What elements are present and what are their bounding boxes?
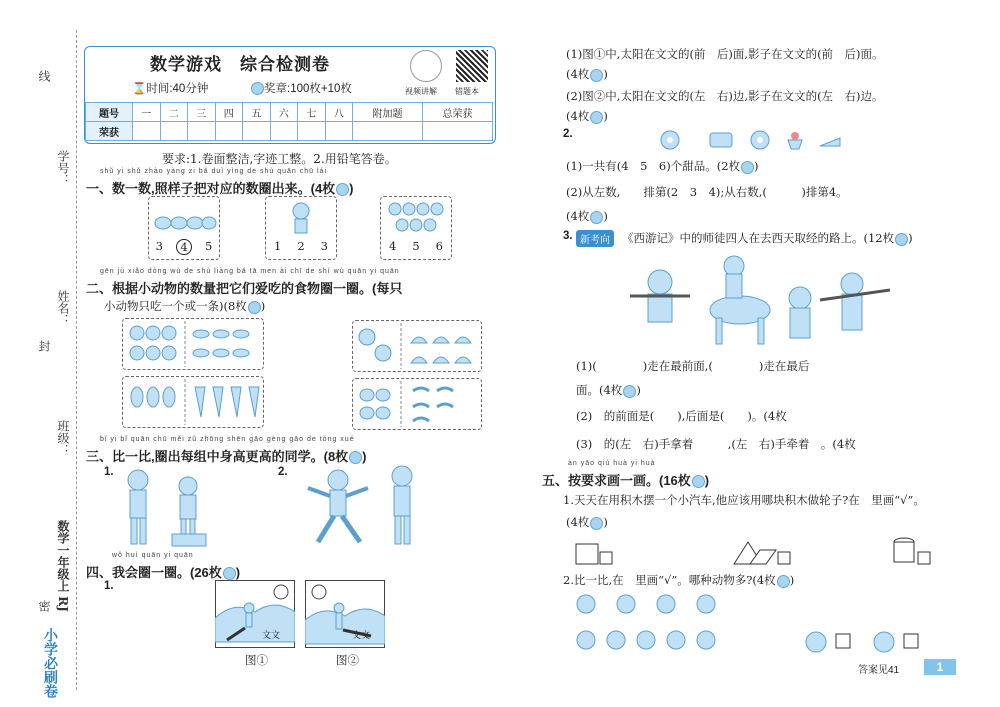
q2-label: 2. — [563, 128, 573, 140]
q1-part1-points: (4枚 ) — [566, 67, 608, 81]
monkeys-bananas-picture — [353, 321, 481, 371]
video-label: 视频讲解 — [405, 87, 437, 96]
s3-pinyin: bǐ yi bǐ quān chū měi zǔ zhōng shēn gāo gèng gāo de tóng xué — [100, 436, 355, 443]
s5-pinyin: àn yāo qiú huà yi huà — [568, 460, 656, 467]
score-cell[interactable] — [325, 122, 353, 141]
figure-1-picture — [215, 580, 295, 648]
score-cell[interactable] — [133, 122, 161, 141]
answer-reference: 答案见41 — [858, 665, 900, 676]
score-cell[interactable] — [243, 122, 271, 141]
col-head: 一 — [133, 103, 161, 122]
col-head: 五 — [243, 103, 271, 122]
geese-picture — [149, 197, 219, 235]
col-head: 六 — [270, 103, 298, 122]
field-class: 班级： — [56, 420, 70, 456]
score-cell[interactable] — [188, 122, 216, 141]
children-group-2 — [298, 462, 438, 552]
q3-text: 《西游记》中的师徒四人在去西天取经的路上。(12枚 ) — [622, 231, 913, 245]
new-tag-badge: 新考向 — [576, 230, 614, 247]
choice[interactable]: 1 — [274, 239, 282, 253]
medal-icon — [590, 111, 603, 124]
medal-icon — [223, 567, 236, 580]
rabbits-carrots-card — [122, 376, 264, 428]
q1-part2-points: (4枚 ) — [566, 109, 608, 123]
choice-circled[interactable]: 4 — [176, 239, 191, 255]
s3-label-1: 1. — [104, 466, 114, 478]
video-qr-icon[interactable] — [410, 50, 442, 82]
journey-west-picture — [630, 252, 890, 352]
page-title: 数学游戏 综合检测卷 — [150, 55, 330, 75]
s2-heading-cont: 小动物只吃一个或一条)(8枚 ) — [104, 299, 266, 313]
q2-part1: (1)一共有(4 5 6)个甜品。(2枚 ) — [566, 159, 759, 173]
choice[interactable]: 3 — [155, 239, 163, 253]
rabbits-carrots-picture — [123, 377, 263, 427]
s3-heading: 三、比一比,圈出每组中身高更高的同学。(8枚 ) — [86, 449, 367, 464]
brand-logo: 小学必刷卷 — [42, 628, 58, 698]
animals-compare-picture — [574, 592, 734, 654]
medal-icon — [741, 161, 754, 174]
figure-1-caption: 图① — [245, 653, 268, 667]
choice[interactable]: 3 — [320, 239, 328, 253]
medal-icon — [590, 69, 603, 82]
reward-info: 奖章:100枚+10枚 — [250, 80, 352, 96]
score-cell[interactable] — [298, 122, 326, 141]
requirements: 要求:1.卷面整洁,字迹工整。2.用铅笔答卷。 — [162, 152, 397, 166]
s5-q1: 1.天天在用积木摆一个小汽车,他应该用哪块积木做轮子?在 里画“√”。 — [563, 493, 925, 507]
q3-part1-cont: 面。(4枚 ) — [576, 383, 641, 397]
s4-heading: 四、我会圈一圈。(26枚 ) — [86, 565, 241, 580]
cats-fish-picture — [123, 319, 263, 369]
choice[interactable]: 5 — [204, 239, 213, 253]
row-label-earned: 荣获 — [86, 122, 133, 141]
q2-part2: (2)从左数, 排第(2 3 4);从右数,( )排第4。 — [566, 185, 848, 199]
binding-margin — [0, 0, 78, 707]
seal-char-3: 密 — [37, 600, 51, 612]
score-cell[interactable] — [270, 122, 298, 141]
col-head: 总荣获 — [423, 103, 493, 122]
score-cell[interactable] — [353, 122, 423, 141]
q1-part2: (2)图②中,太阳在文文的(左 右)边,影子在文文的(左 右)边。 — [566, 89, 884, 103]
s1-card-1 — [148, 196, 220, 260]
cut-line — [76, 30, 77, 690]
medal-icon — [590, 211, 603, 224]
score-cell[interactable] — [160, 122, 188, 141]
medal-icon — [895, 233, 908, 246]
s1-card-2 — [265, 196, 337, 260]
choice[interactable]: 5 — [412, 239, 420, 253]
score-cell[interactable] — [215, 122, 243, 141]
choice[interactable]: 2 — [297, 239, 305, 253]
girl-picture — [266, 197, 336, 235]
field-name: 姓名： — [56, 290, 70, 326]
medal-icon — [777, 575, 790, 588]
s3-label-2: 2. — [278, 466, 288, 478]
col-head: 二 — [160, 103, 188, 122]
row-label-questions: 题号 — [86, 103, 133, 122]
seal-char-1: 线 — [37, 70, 51, 82]
s4-pinyin: wǒ huì quān yi quān — [112, 552, 194, 559]
medal-icon — [692, 475, 705, 488]
children-group-1 — [110, 462, 220, 552]
monkeys-picture — [381, 197, 451, 235]
time-limit: ⌛时间:40分钟 — [132, 83, 209, 95]
grade-label: 数学一年级上 RJ — [56, 520, 70, 612]
birds-worms-picture — [353, 379, 481, 429]
score-cell[interactable] — [423, 122, 493, 141]
medal-icon — [251, 82, 264, 95]
col-head: 八 — [325, 103, 353, 122]
q3-label: 3. — [563, 230, 573, 242]
s1-pinyin: shǔ yi shǔ zhào yàng zi bǎ duì yìng de shù quān chū lái — [100, 168, 328, 175]
medal-icon — [336, 183, 349, 196]
s2-pinyin: gēn jù xiǎo dòng wù de shù liàng bǎ tā men ài chī de shí wù quān yi quān — [100, 268, 400, 275]
q2-part2-points: (4枚 ) — [566, 209, 608, 223]
medal-icon — [248, 301, 261, 314]
clock-icon: ⌛ — [132, 83, 147, 95]
figure-1-wenwen: 文文 — [262, 631, 281, 641]
choice[interactable]: 6 — [435, 239, 443, 253]
birds-worms-card — [352, 378, 482, 430]
q1-part1: (1)图①中,太阳在文文的(前 后)面,影子在文文的(前 后)面。 — [566, 47, 884, 61]
field-student-id: 学号： — [56, 150, 70, 186]
col-head: 附加题 — [353, 103, 423, 122]
wrongbook-qr-icon[interactable] — [456, 50, 488, 82]
figure-2-picture — [305, 580, 385, 648]
desserts-row — [660, 128, 850, 152]
col-head: 四 — [215, 103, 243, 122]
wrongbook-label: 错题本 — [455, 87, 479, 96]
choice[interactable]: 4 — [389, 239, 397, 253]
figure-2-wenwen: 文文 — [352, 631, 371, 641]
blocks-row — [574, 536, 934, 568]
q3-part2: (2) 的前面是( ),后面是( )。(4枚 — [576, 409, 787, 423]
s5-q1-points: (4枚 ) — [566, 515, 608, 529]
medal-icon — [590, 517, 603, 530]
s1-card-3 — [380, 196, 452, 260]
s4-sub: 1. — [104, 580, 114, 592]
q3-part3: (3) 的(左 右)手拿着 ,(左 右)手牵着 。(4枚 — [576, 437, 856, 451]
answer-boxes — [802, 628, 932, 658]
col-head: 三 — [188, 103, 216, 122]
score-table — [85, 102, 493, 141]
medal-icon — [623, 385, 636, 398]
s5-q2: 2.比一比,在 里画“√”。哪种动物多?(4枚 ) — [563, 573, 795, 587]
cats-fish-card — [122, 318, 264, 370]
col-head: 七 — [298, 103, 326, 122]
s5-heading: 五、按要求画一画。(16枚 ) — [542, 473, 710, 488]
seal-char-2: 封 — [37, 340, 51, 352]
s2-heading: 二、根据小动物的数量把它们爱吃的食物圈一圈。(每只 — [86, 281, 403, 296]
page-number: 1 — [924, 659, 956, 675]
monkeys-bananas-card — [352, 320, 482, 372]
s1-heading: 一、数一数,照样子把对应的数圈出来。(4枚 ) — [86, 181, 354, 196]
figure-2-caption: 图② — [336, 653, 359, 667]
q3-part1: (1)( )走在最前面,( )走在最后 — [576, 359, 810, 373]
